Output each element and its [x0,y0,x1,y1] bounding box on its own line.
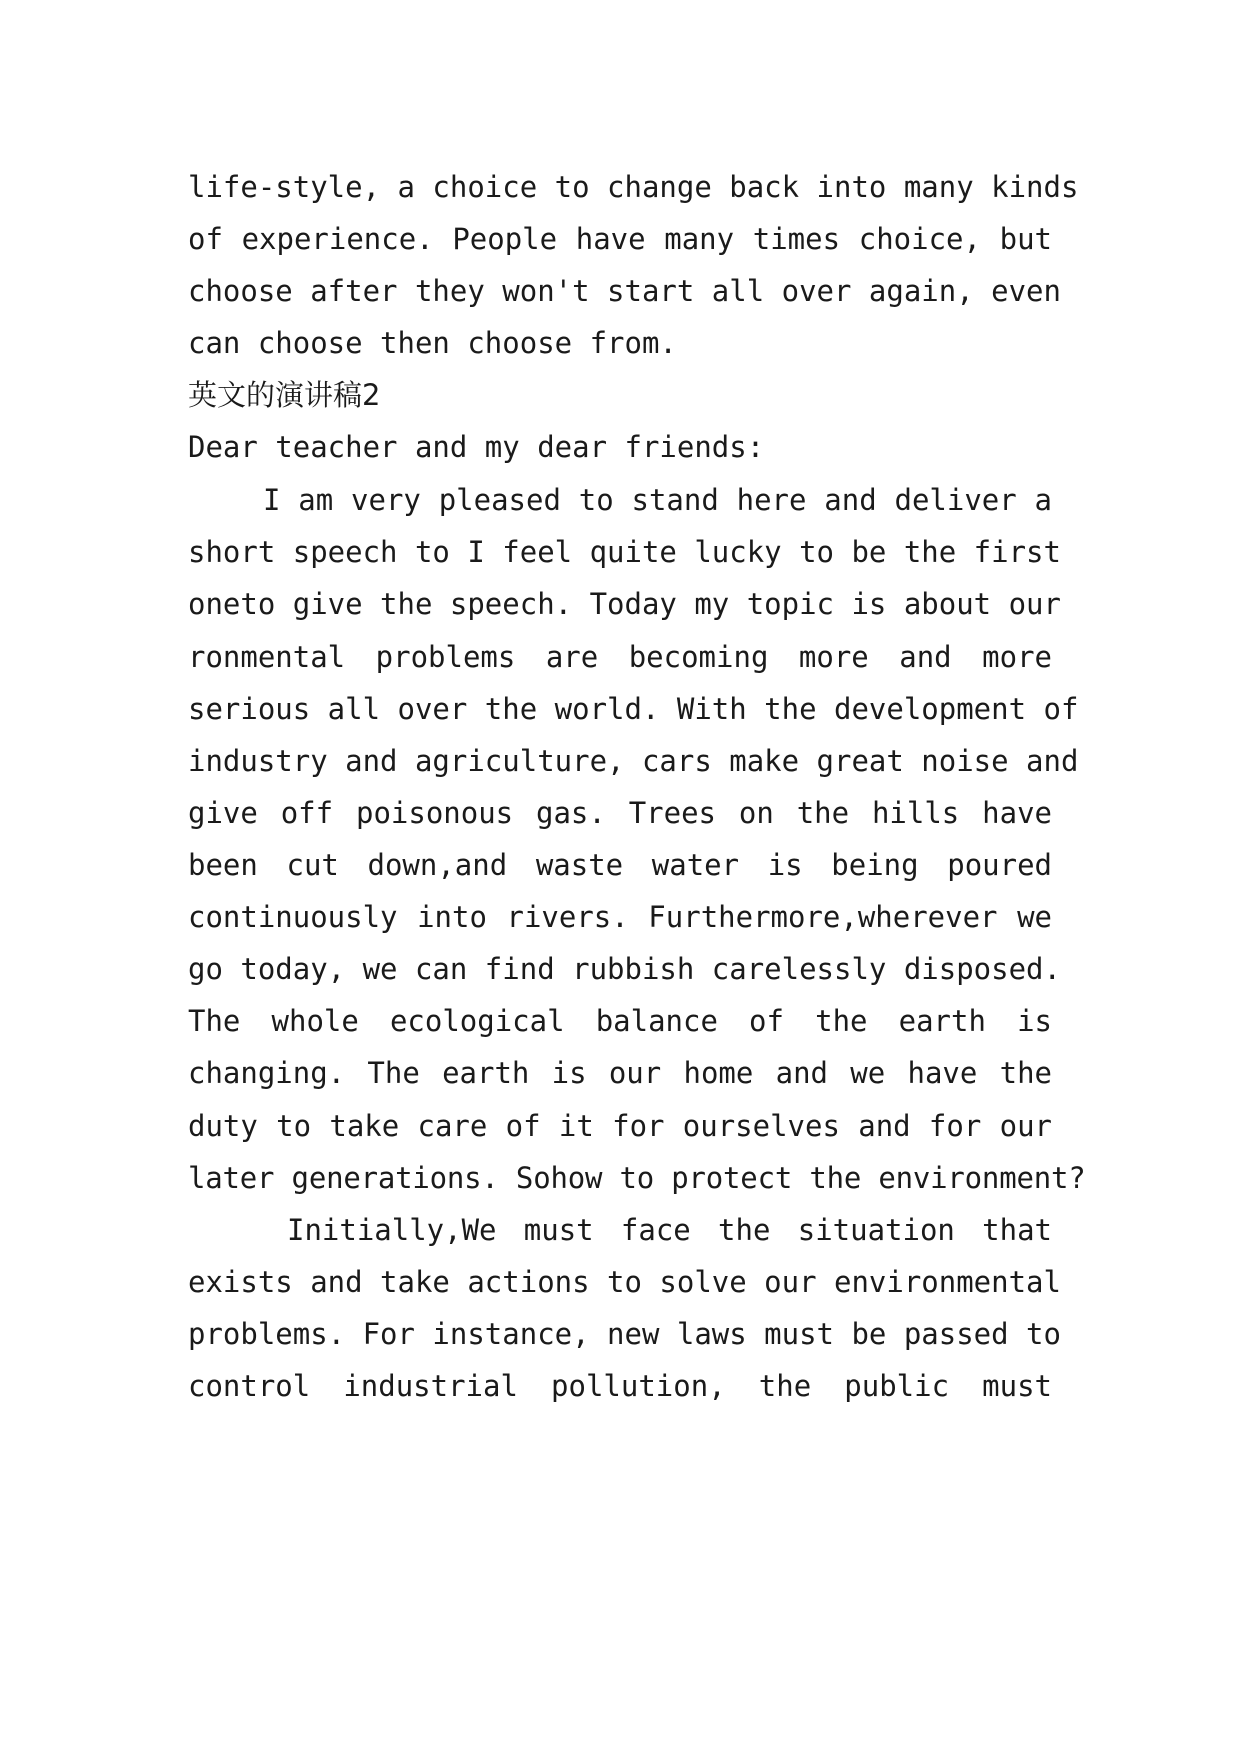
paragraph-2-line-11: The whole ecological balance of the earth is [188,1004,1052,1038]
paragraph-2-line-7: give off poisonous gas. Trees on the hills have [188,796,1052,830]
paragraph-1-line-3: choose after they won't start all over again, even [188,274,1061,308]
paragraph-1-line-1: life-style, a choice to change back into many kinds [188,170,1079,204]
paragraph-2-line-4: ronmental problems are becoming more and more [188,640,1052,674]
paragraph-2-line-6: industry and agriculture, cars make great noise and [188,744,1079,778]
paragraph-1-line-4: can choose then choose from. [188,326,677,360]
paragraph-1-line-2: of experience. People have many times choice, but [188,222,1052,256]
paragraph-2-line-12: changing. The earth is our home and we have the [188,1056,1052,1090]
paragraph-2-line-5: serious all over the world. With the development of [188,692,1079,726]
paragraph-2-line-14: later generations. Sohow to protect the environment? [188,1161,1086,1195]
paragraph-3-line-1: Initially,We must face the situation that [287,1213,1052,1247]
paragraph-2-line-1: I am very pleased to stand here and deliver a [263,483,1052,517]
paragraph-3-line-4: control industrial pollution, the public must [188,1369,1052,1403]
salutation: Dear teacher and my dear friends: [188,430,765,464]
paragraph-3-line-2: exists and take actions to solve our environmental [188,1265,1061,1299]
paragraph-2-line-8: been cut down,and waste water is being poured [188,848,1052,882]
paragraph-3-line-3: problems. For instance, new laws must be passed to [188,1317,1061,1351]
paragraph-2-line-10: go today, we can find rubbish carelessly disposed. [188,952,1061,986]
section-heading: 英文的演讲稿2 [188,378,381,412]
paragraph-2-line-13: duty to take care of it for ourselves and for our [188,1109,1052,1143]
paragraph-2-line-9: continuously into rivers. Furthermore,wherever we [188,900,1052,934]
paragraph-2-line-2: short speech to I feel quite lucky to be the first [188,535,1061,569]
paragraph-2-line-3: oneto give the speech. Today my topic is about our [188,587,1061,621]
